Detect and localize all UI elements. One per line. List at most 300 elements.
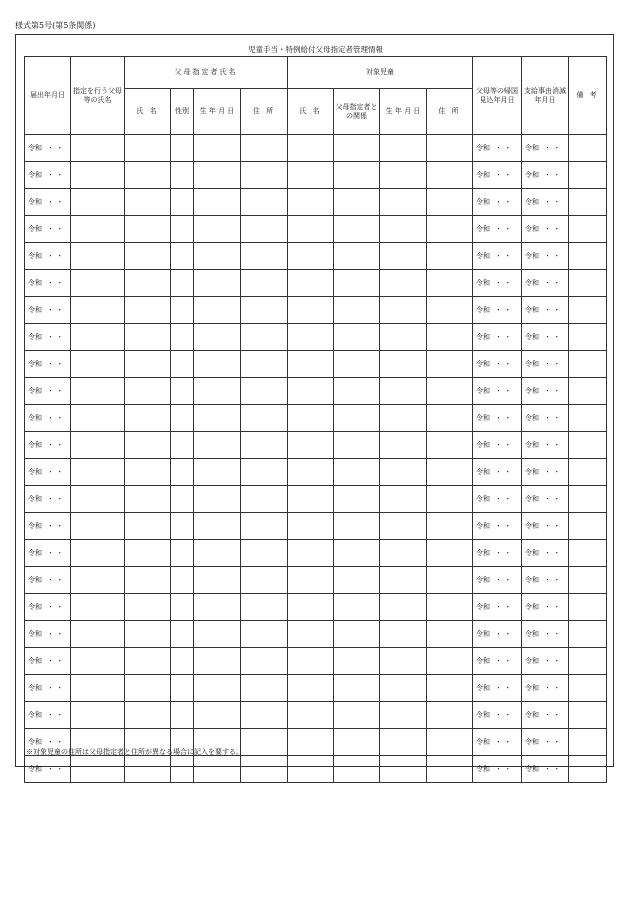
cell-caddr[interactable] xyxy=(427,702,473,729)
cell-parent[interactable] xyxy=(71,216,125,243)
cell-crel[interactable] xyxy=(334,378,380,405)
cell-crel[interactable] xyxy=(334,324,380,351)
cell-cbirth[interactable] xyxy=(380,756,427,783)
cell-crel[interactable] xyxy=(334,594,380,621)
cell-end-date[interactable] xyxy=(522,270,569,297)
cell-dname[interactable] xyxy=(125,621,171,648)
cell-notify-date[interactable] xyxy=(25,243,71,270)
cell-gender[interactable] xyxy=(171,216,194,243)
cell-return-date[interactable] xyxy=(473,270,522,297)
cell-cname[interactable] xyxy=(288,378,334,405)
cell-parent[interactable] xyxy=(71,459,125,486)
cell-dbirth[interactable] xyxy=(194,486,241,513)
cell-parent[interactable] xyxy=(71,540,125,567)
cell-cname[interactable] xyxy=(288,216,334,243)
cell-daddr[interactable] xyxy=(241,405,288,432)
cell-return-date[interactable] xyxy=(473,243,522,270)
cell-dbirth[interactable] xyxy=(194,351,241,378)
cell-cbirth[interactable] xyxy=(380,243,427,270)
cell-cbirth[interactable] xyxy=(380,540,427,567)
cell-notify-date[interactable] xyxy=(25,297,71,324)
cell-dname[interactable] xyxy=(125,540,171,567)
cell-rem[interactable] xyxy=(569,675,607,702)
cell-caddr[interactable] xyxy=(427,351,473,378)
cell-gender[interactable] xyxy=(171,243,194,270)
cell-daddr[interactable] xyxy=(241,756,288,783)
cell-cbirth[interactable] xyxy=(380,459,427,486)
cell-rem[interactable] xyxy=(569,351,607,378)
cell-rem[interactable] xyxy=(569,648,607,675)
cell-end-date[interactable] xyxy=(522,216,569,243)
cell-cname[interactable] xyxy=(288,135,334,162)
cell-daddr[interactable] xyxy=(241,702,288,729)
cell-notify-date[interactable] xyxy=(25,648,71,675)
cell-cname[interactable] xyxy=(288,324,334,351)
cell-cname[interactable] xyxy=(288,189,334,216)
cell-dbirth[interactable] xyxy=(194,189,241,216)
cell-daddr[interactable] xyxy=(241,621,288,648)
cell-gender[interactable] xyxy=(171,459,194,486)
cell-parent[interactable] xyxy=(71,162,125,189)
cell-rem[interactable] xyxy=(569,297,607,324)
cell-return-date[interactable] xyxy=(473,324,522,351)
cell-end-date[interactable] xyxy=(522,756,569,783)
cell-dname[interactable] xyxy=(125,162,171,189)
cell-dname[interactable] xyxy=(125,594,171,621)
cell-cbirth[interactable] xyxy=(380,675,427,702)
cell-return-date[interactable] xyxy=(473,459,522,486)
cell-parent[interactable] xyxy=(71,432,125,459)
cell-return-date[interactable] xyxy=(473,486,522,513)
cell-crel[interactable] xyxy=(334,621,380,648)
cell-return-date[interactable] xyxy=(473,729,522,756)
cell-rem[interactable] xyxy=(569,243,607,270)
cell-parent[interactable] xyxy=(71,567,125,594)
cell-parent[interactable] xyxy=(71,135,125,162)
cell-return-date[interactable] xyxy=(473,297,522,324)
cell-cbirth[interactable] xyxy=(380,135,427,162)
cell-dbirth[interactable] xyxy=(194,135,241,162)
cell-gender[interactable] xyxy=(171,297,194,324)
cell-caddr[interactable] xyxy=(427,378,473,405)
cell-cname[interactable] xyxy=(288,270,334,297)
cell-return-date[interactable] xyxy=(473,405,522,432)
cell-notify-date[interactable] xyxy=(25,378,71,405)
cell-end-date[interactable] xyxy=(522,486,569,513)
cell-notify-date[interactable] xyxy=(25,567,71,594)
cell-cname[interactable] xyxy=(288,756,334,783)
cell-dbirth[interactable] xyxy=(194,594,241,621)
cell-gender[interactable] xyxy=(171,270,194,297)
cell-return-date[interactable] xyxy=(473,216,522,243)
cell-dname[interactable] xyxy=(125,297,171,324)
cell-rem[interactable] xyxy=(569,324,607,351)
cell-crel[interactable] xyxy=(334,189,380,216)
cell-cname[interactable] xyxy=(288,297,334,324)
cell-caddr[interactable] xyxy=(427,297,473,324)
cell-crel[interactable] xyxy=(334,270,380,297)
cell-parent[interactable] xyxy=(71,486,125,513)
cell-daddr[interactable] xyxy=(241,270,288,297)
cell-notify-date[interactable] xyxy=(25,324,71,351)
cell-daddr[interactable] xyxy=(241,162,288,189)
cell-notify-date[interactable] xyxy=(25,513,71,540)
cell-cname[interactable] xyxy=(288,729,334,756)
cell-crel[interactable] xyxy=(334,162,380,189)
cell-crel[interactable] xyxy=(334,351,380,378)
cell-gender[interactable] xyxy=(171,513,194,540)
cell-notify-date[interactable] xyxy=(25,459,71,486)
cell-end-date[interactable] xyxy=(522,540,569,567)
cell-crel[interactable] xyxy=(334,459,380,486)
cell-cbirth[interactable] xyxy=(380,729,427,756)
cell-dbirth[interactable] xyxy=(194,702,241,729)
cell-crel[interactable] xyxy=(334,513,380,540)
cell-notify-date[interactable] xyxy=(25,540,71,567)
cell-parent[interactable] xyxy=(71,621,125,648)
cell-end-date[interactable] xyxy=(522,648,569,675)
cell-caddr[interactable] xyxy=(427,432,473,459)
cell-return-date[interactable] xyxy=(473,135,522,162)
cell-notify-date[interactable] xyxy=(25,621,71,648)
cell-notify-date[interactable] xyxy=(25,756,71,783)
cell-end-date[interactable] xyxy=(522,351,569,378)
cell-dbirth[interactable] xyxy=(194,675,241,702)
cell-gender[interactable] xyxy=(171,189,194,216)
cell-crel[interactable] xyxy=(334,486,380,513)
cell-gender[interactable] xyxy=(171,324,194,351)
cell-daddr[interactable] xyxy=(241,459,288,486)
cell-daddr[interactable] xyxy=(241,513,288,540)
cell-dname[interactable] xyxy=(125,702,171,729)
cell-caddr[interactable] xyxy=(427,135,473,162)
cell-rem[interactable] xyxy=(569,270,607,297)
cell-dname[interactable] xyxy=(125,216,171,243)
cell-cname[interactable] xyxy=(288,351,334,378)
cell-caddr[interactable] xyxy=(427,648,473,675)
cell-dname[interactable] xyxy=(125,405,171,432)
cell-parent[interactable] xyxy=(71,297,125,324)
cell-return-date[interactable] xyxy=(473,189,522,216)
cell-dname[interactable] xyxy=(125,486,171,513)
cell-return-date[interactable] xyxy=(473,621,522,648)
cell-gender[interactable] xyxy=(171,378,194,405)
cell-cbirth[interactable] xyxy=(380,648,427,675)
cell-daddr[interactable] xyxy=(241,540,288,567)
cell-notify-date[interactable] xyxy=(25,270,71,297)
cell-dbirth[interactable] xyxy=(194,243,241,270)
cell-caddr[interactable] xyxy=(427,567,473,594)
cell-crel[interactable] xyxy=(334,648,380,675)
cell-dname[interactable] xyxy=(125,378,171,405)
cell-return-date[interactable] xyxy=(473,756,522,783)
cell-notify-date[interactable] xyxy=(25,162,71,189)
cell-rem[interactable] xyxy=(569,162,607,189)
cell-dbirth[interactable] xyxy=(194,405,241,432)
cell-parent[interactable] xyxy=(71,702,125,729)
cell-notify-date[interactable] xyxy=(25,351,71,378)
cell-daddr[interactable] xyxy=(241,324,288,351)
cell-rem[interactable] xyxy=(569,729,607,756)
cell-caddr[interactable] xyxy=(427,216,473,243)
cell-daddr[interactable] xyxy=(241,567,288,594)
cell-dname[interactable] xyxy=(125,675,171,702)
cell-crel[interactable] xyxy=(334,702,380,729)
cell-cbirth[interactable] xyxy=(380,189,427,216)
cell-dname[interactable] xyxy=(125,189,171,216)
cell-notify-date[interactable] xyxy=(25,405,71,432)
cell-dbirth[interactable] xyxy=(194,756,241,783)
cell-cbirth[interactable] xyxy=(380,486,427,513)
cell-return-date[interactable] xyxy=(473,567,522,594)
cell-daddr[interactable] xyxy=(241,216,288,243)
cell-gender[interactable] xyxy=(171,594,194,621)
cell-caddr[interactable] xyxy=(427,243,473,270)
cell-caddr[interactable] xyxy=(427,162,473,189)
cell-daddr[interactable] xyxy=(241,432,288,459)
cell-dname[interactable] xyxy=(125,324,171,351)
cell-daddr[interactable] xyxy=(241,351,288,378)
cell-end-date[interactable] xyxy=(522,567,569,594)
cell-rem[interactable] xyxy=(569,459,607,486)
cell-notify-date[interactable] xyxy=(25,702,71,729)
cell-parent[interactable] xyxy=(71,378,125,405)
cell-gender[interactable] xyxy=(171,567,194,594)
cell-crel[interactable] xyxy=(334,297,380,324)
cell-dbirth[interactable] xyxy=(194,270,241,297)
cell-gender[interactable] xyxy=(171,351,194,378)
cell-cname[interactable] xyxy=(288,243,334,270)
cell-daddr[interactable] xyxy=(241,486,288,513)
cell-cname[interactable] xyxy=(288,702,334,729)
cell-cname[interactable] xyxy=(288,567,334,594)
cell-cbirth[interactable] xyxy=(380,162,427,189)
cell-dname[interactable] xyxy=(125,351,171,378)
cell-return-date[interactable] xyxy=(473,702,522,729)
cell-end-date[interactable] xyxy=(522,189,569,216)
cell-end-date[interactable] xyxy=(522,702,569,729)
cell-crel[interactable] xyxy=(334,540,380,567)
cell-rem[interactable] xyxy=(569,594,607,621)
cell-crel[interactable] xyxy=(334,243,380,270)
cell-cbirth[interactable] xyxy=(380,432,427,459)
cell-return-date[interactable] xyxy=(473,351,522,378)
cell-cname[interactable] xyxy=(288,459,334,486)
cell-end-date[interactable] xyxy=(522,162,569,189)
cell-gender[interactable] xyxy=(171,162,194,189)
cell-cbirth[interactable] xyxy=(380,702,427,729)
cell-dbirth[interactable] xyxy=(194,648,241,675)
cell-end-date[interactable] xyxy=(522,324,569,351)
cell-caddr[interactable] xyxy=(427,621,473,648)
cell-daddr[interactable] xyxy=(241,675,288,702)
cell-end-date[interactable] xyxy=(522,135,569,162)
cell-dname[interactable] xyxy=(125,567,171,594)
cell-caddr[interactable] xyxy=(427,270,473,297)
cell-rem[interactable] xyxy=(569,702,607,729)
cell-parent[interactable] xyxy=(71,324,125,351)
cell-rem[interactable] xyxy=(569,216,607,243)
cell-parent[interactable] xyxy=(71,270,125,297)
cell-cname[interactable] xyxy=(288,162,334,189)
cell-crel[interactable] xyxy=(334,135,380,162)
cell-gender[interactable] xyxy=(171,621,194,648)
cell-dbirth[interactable] xyxy=(194,513,241,540)
cell-parent[interactable] xyxy=(71,243,125,270)
cell-parent[interactable] xyxy=(71,189,125,216)
cell-crel[interactable] xyxy=(334,567,380,594)
cell-daddr[interactable] xyxy=(241,729,288,756)
cell-notify-date[interactable] xyxy=(25,216,71,243)
cell-dname[interactable] xyxy=(125,243,171,270)
cell-cbirth[interactable] xyxy=(380,567,427,594)
cell-daddr[interactable] xyxy=(241,135,288,162)
cell-rem[interactable] xyxy=(569,567,607,594)
cell-cbirth[interactable] xyxy=(380,594,427,621)
cell-gender[interactable] xyxy=(171,135,194,162)
cell-gender[interactable] xyxy=(171,648,194,675)
cell-dname[interactable] xyxy=(125,432,171,459)
cell-gender[interactable] xyxy=(171,675,194,702)
cell-dname[interactable] xyxy=(125,459,171,486)
cell-rem[interactable] xyxy=(569,378,607,405)
cell-gender[interactable] xyxy=(171,756,194,783)
cell-caddr[interactable] xyxy=(427,459,473,486)
cell-cname[interactable] xyxy=(288,540,334,567)
cell-cname[interactable] xyxy=(288,513,334,540)
cell-end-date[interactable] xyxy=(522,675,569,702)
cell-daddr[interactable] xyxy=(241,297,288,324)
cell-dbirth[interactable] xyxy=(194,459,241,486)
cell-cname[interactable] xyxy=(288,405,334,432)
cell-cname[interactable] xyxy=(288,594,334,621)
cell-dbirth[interactable] xyxy=(194,621,241,648)
cell-notify-date[interactable] xyxy=(25,594,71,621)
cell-end-date[interactable] xyxy=(522,243,569,270)
cell-rem[interactable] xyxy=(569,513,607,540)
cell-gender[interactable] xyxy=(171,540,194,567)
cell-crel[interactable] xyxy=(334,432,380,459)
cell-crel[interactable] xyxy=(334,729,380,756)
cell-caddr[interactable] xyxy=(427,756,473,783)
cell-caddr[interactable] xyxy=(427,405,473,432)
cell-crel[interactable] xyxy=(334,756,380,783)
cell-daddr[interactable] xyxy=(241,243,288,270)
cell-cbirth[interactable] xyxy=(380,621,427,648)
cell-end-date[interactable] xyxy=(522,405,569,432)
cell-dbirth[interactable] xyxy=(194,324,241,351)
cell-return-date[interactable] xyxy=(473,540,522,567)
cell-rem[interactable] xyxy=(569,135,607,162)
cell-parent[interactable] xyxy=(71,648,125,675)
cell-rem[interactable] xyxy=(569,189,607,216)
cell-return-date[interactable] xyxy=(473,378,522,405)
cell-end-date[interactable] xyxy=(522,729,569,756)
cell-return-date[interactable] xyxy=(473,648,522,675)
cell-rem[interactable] xyxy=(569,432,607,459)
cell-rem[interactable] xyxy=(569,756,607,783)
cell-end-date[interactable] xyxy=(522,378,569,405)
cell-caddr[interactable] xyxy=(427,594,473,621)
cell-dname[interactable] xyxy=(125,135,171,162)
cell-notify-date[interactable] xyxy=(25,135,71,162)
cell-crel[interactable] xyxy=(334,405,380,432)
cell-return-date[interactable] xyxy=(473,594,522,621)
cell-caddr[interactable] xyxy=(427,189,473,216)
cell-end-date[interactable] xyxy=(522,513,569,540)
cell-cbirth[interactable] xyxy=(380,216,427,243)
cell-dname[interactable] xyxy=(125,756,171,783)
cell-cname[interactable] xyxy=(288,675,334,702)
cell-cbirth[interactable] xyxy=(380,378,427,405)
cell-crel[interactable] xyxy=(334,216,380,243)
cell-end-date[interactable] xyxy=(522,459,569,486)
cell-dbirth[interactable] xyxy=(194,297,241,324)
cell-dname[interactable] xyxy=(125,270,171,297)
cell-parent[interactable] xyxy=(71,513,125,540)
cell-caddr[interactable] xyxy=(427,675,473,702)
cell-dbirth[interactable] xyxy=(194,378,241,405)
cell-return-date[interactable] xyxy=(473,675,522,702)
cell-rem[interactable] xyxy=(569,621,607,648)
cell-dbirth[interactable] xyxy=(194,567,241,594)
cell-parent[interactable] xyxy=(71,756,125,783)
cell-dname[interactable] xyxy=(125,513,171,540)
cell-caddr[interactable] xyxy=(427,513,473,540)
cell-dbirth[interactable] xyxy=(194,432,241,459)
cell-cbirth[interactable] xyxy=(380,270,427,297)
cell-caddr[interactable] xyxy=(427,729,473,756)
cell-cname[interactable] xyxy=(288,486,334,513)
cell-daddr[interactable] xyxy=(241,594,288,621)
cell-daddr[interactable] xyxy=(241,378,288,405)
cell-caddr[interactable] xyxy=(427,324,473,351)
cell-rem[interactable] xyxy=(569,486,607,513)
cell-dname[interactable] xyxy=(125,648,171,675)
cell-return-date[interactable] xyxy=(473,162,522,189)
cell-rem[interactable] xyxy=(569,540,607,567)
cell-caddr[interactable] xyxy=(427,486,473,513)
cell-parent[interactable] xyxy=(71,351,125,378)
cell-gender[interactable] xyxy=(171,702,194,729)
cell-end-date[interactable] xyxy=(522,621,569,648)
cell-cname[interactable] xyxy=(288,621,334,648)
cell-daddr[interactable] xyxy=(241,189,288,216)
cell-notify-date[interactable] xyxy=(25,432,71,459)
cell-return-date[interactable] xyxy=(473,432,522,459)
cell-cname[interactable] xyxy=(288,432,334,459)
cell-notify-date[interactable] xyxy=(25,486,71,513)
cell-cname[interactable] xyxy=(288,648,334,675)
cell-cbirth[interactable] xyxy=(380,297,427,324)
cell-cbirth[interactable] xyxy=(380,324,427,351)
cell-crel[interactable] xyxy=(334,675,380,702)
cell-end-date[interactable] xyxy=(522,432,569,459)
cell-caddr[interactable] xyxy=(427,540,473,567)
cell-gender[interactable] xyxy=(171,405,194,432)
cell-return-date[interactable] xyxy=(473,513,522,540)
cell-end-date[interactable] xyxy=(522,297,569,324)
cell-dbirth[interactable] xyxy=(194,216,241,243)
cell-notify-date[interactable] xyxy=(25,189,71,216)
cell-daddr[interactable] xyxy=(241,648,288,675)
cell-end-date[interactable] xyxy=(522,594,569,621)
cell-parent[interactable] xyxy=(71,594,125,621)
cell-gender[interactable] xyxy=(171,486,194,513)
cell-gender[interactable] xyxy=(171,432,194,459)
cell-parent[interactable] xyxy=(71,405,125,432)
cell-notify-date[interactable] xyxy=(25,675,71,702)
